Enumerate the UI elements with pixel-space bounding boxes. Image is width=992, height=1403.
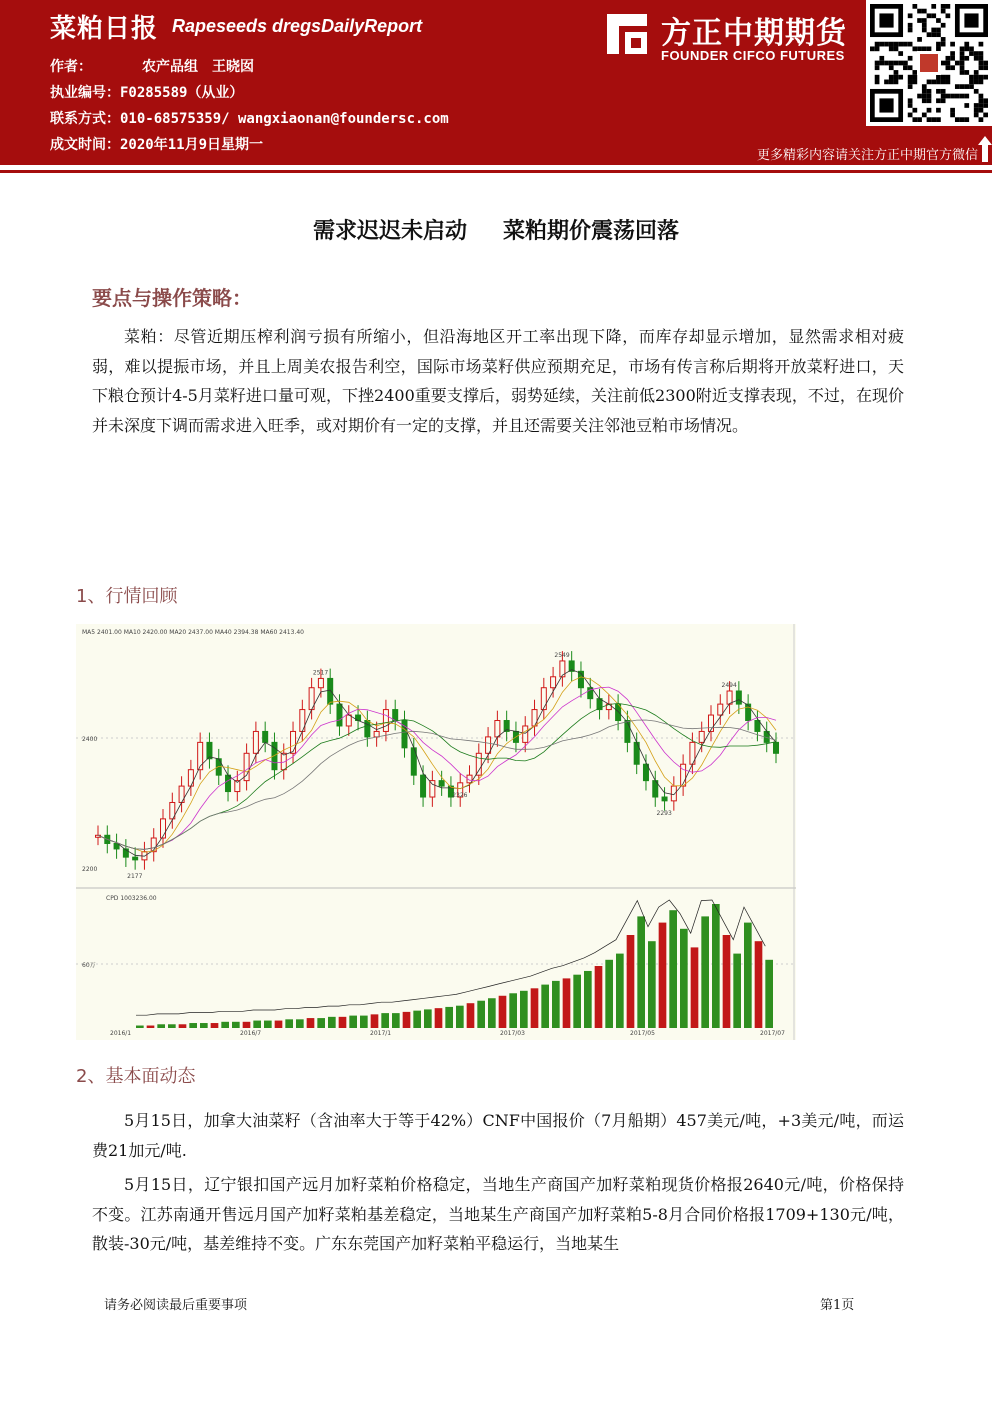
- price-annotation: 2326: [452, 791, 468, 799]
- wechat-qr-code[interactable]: [866, 0, 992, 126]
- volume-bar: [189, 1023, 197, 1028]
- date-line: [50, 134, 263, 154]
- up-arrow-icon: [978, 136, 992, 162]
- ma-legend: MA5 2401.00 MA10 2420.00 MA20 2437.00 MA40 2394.38 MA60 2413.40: [82, 629, 304, 636]
- volume-bar: [701, 916, 709, 1028]
- price-chart: [76, 624, 796, 1040]
- candle-body: [523, 726, 528, 742]
- date-label: 成文时间：: [50, 137, 120, 153]
- candle-body: [188, 770, 193, 786]
- y-tick-label: 2200: [82, 866, 98, 873]
- report-title-cn: 菜粕日报: [50, 14, 159, 44]
- price-annotation: 2549: [554, 651, 570, 659]
- candle-body: [383, 710, 388, 732]
- volume-bar: [552, 981, 560, 1028]
- license-label: 执业编号：: [50, 85, 120, 101]
- author-line: [50, 56, 254, 76]
- volume-bar: [285, 1019, 293, 1028]
- candle-body: [318, 678, 323, 687]
- volume-bar: [317, 1018, 325, 1028]
- candle-body: [439, 781, 444, 786]
- volume-bar: [520, 991, 528, 1028]
- volume-bar: [733, 954, 741, 1028]
- volume-bar: [669, 910, 677, 1028]
- candle-body: [541, 688, 546, 710]
- candle-body: [625, 721, 630, 743]
- price-annotation: 2494: [721, 682, 737, 689]
- indicator-legend: CPD 1003236.00: [106, 895, 157, 902]
- volume-bar: [659, 923, 667, 1028]
- volume-bar: [595, 966, 603, 1028]
- volume-bar: [371, 1014, 379, 1028]
- report-headline: [0, 214, 992, 245]
- candle-body: [161, 819, 166, 838]
- volume-bar: [403, 1012, 411, 1028]
- header-divider-white: [0, 165, 992, 167]
- volume-bar: [563, 978, 571, 1028]
- x-tick-label: 2017/07: [760, 1030, 785, 1037]
- volume-bar: [221, 1022, 229, 1028]
- candle-body: [727, 691, 732, 704]
- volume-bar: [381, 1013, 389, 1028]
- x-tick-label: 2017/03: [500, 1030, 525, 1037]
- volume-bar: [627, 935, 635, 1028]
- price-annotation: 2177: [127, 873, 143, 881]
- volume-bar: [488, 998, 496, 1028]
- candle-body: [207, 742, 212, 758]
- paragraph-canola-price: 5月15日，加拿大油菜籽（含油率大于等于42%）CNF中国报价（7月船期）457美元/吨，+3美元/吨，而运费21加元/吨.: [92, 1111, 904, 1160]
- headline-part-1: 需求迟迟未启动: [312, 219, 467, 244]
- candle-body: [430, 781, 435, 797]
- volume-bar: [200, 1023, 208, 1028]
- volume-bar: [573, 975, 581, 1028]
- candle-body: [421, 775, 426, 797]
- x-tick-label: 2017/05: [630, 1030, 655, 1037]
- logo-text-cn: 方正中期期货: [661, 16, 847, 51]
- volume-bar: [147, 1026, 155, 1028]
- volume-bar: [691, 947, 699, 1028]
- volume-bar: [232, 1022, 240, 1028]
- volume-bar: [339, 1017, 347, 1028]
- volume-bar: [744, 923, 752, 1028]
- date-value: 2020年11月9日星期一: [120, 137, 264, 153]
- volume-bar: [605, 960, 613, 1028]
- candle-body: [643, 764, 648, 780]
- header-divider-red: [0, 170, 992, 173]
- contact-label: 联系方式：: [50, 111, 120, 127]
- candle-body: [495, 721, 500, 737]
- volume-bar: [424, 1009, 432, 1028]
- volume-bar: [211, 1023, 219, 1028]
- candle-body: [226, 775, 231, 791]
- candle-body: [699, 731, 704, 742]
- volume-bar: [179, 1024, 187, 1028]
- volume-bar: [307, 1018, 315, 1028]
- candle-body: [365, 721, 370, 737]
- candle-body: [736, 691, 741, 704]
- candle-body: [532, 710, 537, 726]
- candle-body: [551, 677, 556, 688]
- volume-bar: [136, 1026, 144, 1028]
- logo-text-en: FOUNDER CIFCO FUTURES: [661, 48, 845, 63]
- candlestick-chart-svg: [76, 624, 796, 1040]
- candle-body: [671, 786, 676, 801]
- key-points-body: 菜粕：尽管近期压榨利润亏损有所缩小，但沿海地区开工率出现下降，而库存却显示增加，显然需求相对疲弱，难以提振市场，并且上周美农报告利空，国际市场菜籽供应预期充足，市场有传言称后期将开放菜籽进口，天下粮仓预计4-5月菜籽进口量可观，下挫2400重要支撑后，弱势延续，关注前低2300附近支撑表现，不过，在现价并未深度下调而需求进入旺季，或对期价有一定的支撑，并且还需要关注邻池豆粕市场情况。: [92, 327, 904, 435]
- candle-body: [346, 715, 351, 726]
- author-label: 作者：: [50, 59, 92, 75]
- volume-bar: [765, 960, 773, 1028]
- license-line: [50, 82, 243, 102]
- volume-bar: [509, 993, 517, 1028]
- candle-body: [746, 704, 751, 720]
- candle-body: [718, 704, 723, 715]
- volume-bar: [456, 1006, 464, 1028]
- volume-bar: [413, 1011, 421, 1028]
- report-title-en: Rapeseeds dregsDailyReport: [172, 16, 423, 36]
- volume-bar: [541, 985, 549, 1028]
- volume-bar: [243, 1022, 251, 1028]
- volume-bar: [467, 1003, 475, 1028]
- company-logo: [603, 8, 863, 64]
- author-value: 农产品组 王晓囡: [142, 59, 254, 75]
- price-annotation: 2517: [312, 669, 329, 677]
- volume-bar: [435, 1008, 443, 1028]
- volume-bar: [584, 971, 592, 1028]
- volume-bar: [157, 1024, 165, 1028]
- candle-body: [263, 731, 268, 742]
- qr-code-icon: [866, 0, 992, 126]
- section-market-review: 1、行情回顾: [76, 586, 178, 607]
- contact-value: 010-68575359/ wangxiaonan@foundersc.com: [120, 111, 449, 127]
- footer-notice: 请务必阅读最后重要事项: [104, 1298, 248, 1313]
- x-tick-label: 2016/7: [240, 1030, 262, 1037]
- candle-body: [755, 721, 760, 732]
- volume-bar: [328, 1017, 336, 1028]
- candle-body: [291, 731, 296, 753]
- volume-bar: [296, 1019, 304, 1028]
- candle-body: [662, 797, 667, 801]
- volume-bar: [637, 916, 645, 1028]
- volume-bar: [723, 935, 731, 1028]
- volume-bar: [499, 996, 507, 1028]
- price-annotation: 2293: [656, 809, 672, 817]
- volume-bar: [755, 941, 763, 1028]
- volume-bar: [168, 1024, 176, 1028]
- volume-bar: [616, 954, 624, 1028]
- paragraph-meal-price: 5月15日，辽宁银扣国产远月加籽菜粕价格稳定，当地生产商国产加籽菜粕现货价格报2640元/吨，价格保持不变。江苏南通开售远月国产加籽菜粕基差稳定，当地某生产商国产加籽菜粕5-8月合同价格报1709+130元/吨，散装-30元/吨，基差维持不变。广东东莞国产加籽菜粕平稳运行，当地某生: [92, 1175, 904, 1253]
- candle-body: [328, 678, 333, 704]
- candle-body: [774, 742, 779, 753]
- candle-body: [133, 857, 138, 860]
- volume-bar: [275, 1021, 283, 1028]
- candle-body: [476, 753, 481, 775]
- volume-bar: [648, 941, 656, 1028]
- key-points-heading: 要点与操作策略：: [92, 286, 252, 310]
- volume-bar: [531, 988, 539, 1028]
- volume-bar: [712, 904, 720, 1028]
- volume-bar: [360, 1016, 368, 1028]
- volume-bar: [445, 1007, 453, 1028]
- contact-line: [50, 108, 449, 128]
- follow-wechat-text: 更多精彩内容请关注方正中期官方微信: [756, 148, 978, 163]
- volume-bar: [264, 1021, 272, 1028]
- section-fundamentals: 2、基本面动态: [76, 1066, 196, 1087]
- y-tick-label: 60万: [82, 962, 96, 969]
- footer-page-number: 第1页: [820, 1298, 855, 1313]
- headline-part-2: 菜粕期价震荡回落: [503, 219, 680, 244]
- candle-body: [374, 731, 379, 736]
- report-header: [0, 0, 992, 165]
- candle-body: [393, 710, 398, 721]
- y-tick-label: 2400: [82, 736, 98, 743]
- volume-bar: [349, 1016, 357, 1028]
- volume-bar: [680, 929, 688, 1028]
- x-tick-label: 2017/1: [370, 1030, 392, 1037]
- candle-body: [337, 704, 342, 726]
- x-tick-label: 2016/1: [110, 1030, 132, 1037]
- volume-bar: [392, 1013, 400, 1028]
- candle-body: [253, 731, 258, 753]
- license-value: F0285589（从业）: [120, 85, 244, 101]
- volume-bar: [253, 1021, 261, 1028]
- volume-bar: [477, 1001, 485, 1028]
- logo-mark-icon: [603, 10, 651, 58]
